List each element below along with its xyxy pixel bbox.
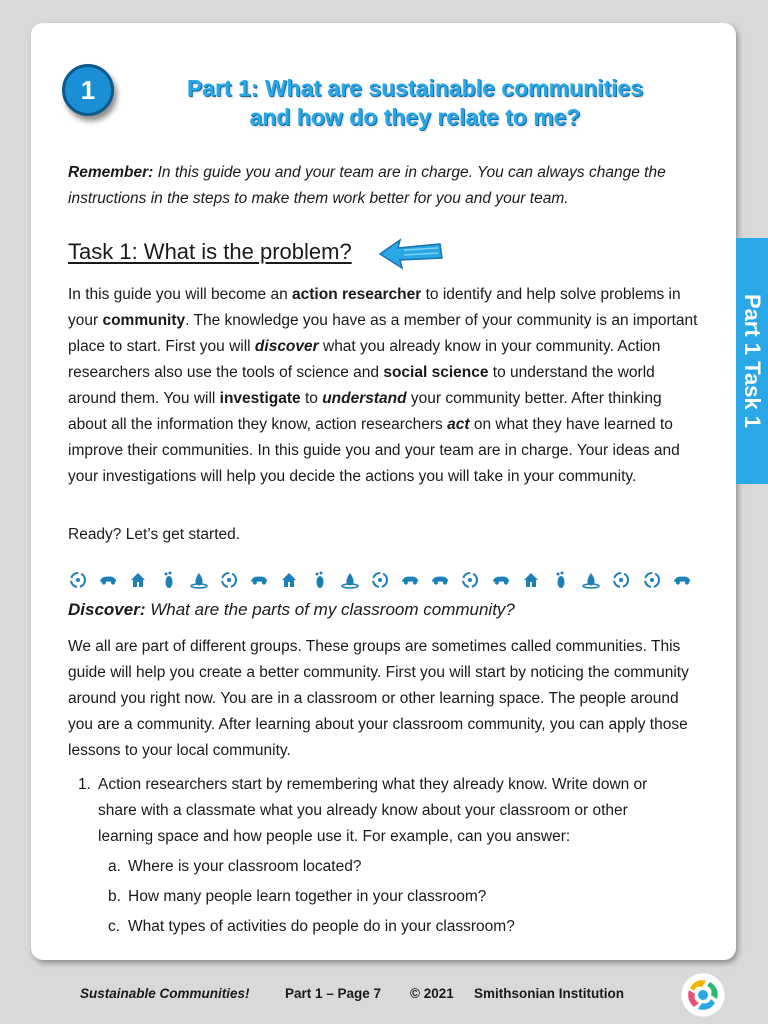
part-number-badge	[62, 64, 114, 116]
house-icon	[128, 570, 148, 590]
sub-list-letter: b.	[108, 888, 121, 905]
recycle-icon	[642, 570, 662, 590]
list-item	[78, 772, 678, 850]
house-icon	[279, 570, 299, 590]
discover-question: What are the parts of my classroom community?	[145, 600, 515, 619]
water-drop-icon	[340, 570, 360, 590]
water-drop-icon	[581, 570, 601, 590]
sub-list-text: What types of activities do people do in your classroom?	[128, 918, 515, 935]
keyword-investigate: investigate	[219, 390, 301, 407]
keyword-community: community	[102, 312, 186, 329]
sub-list-item	[108, 914, 678, 940]
discover-heading	[68, 600, 515, 620]
icon-divider	[68, 570, 692, 590]
recycle-icon	[68, 570, 88, 590]
footer-title: Sustainable Communities!	[80, 986, 250, 1001]
car-icon	[98, 570, 118, 590]
sustainable-communities-logo	[680, 972, 726, 1018]
keyword-social-science: social science	[383, 364, 489, 381]
recycle-icon	[460, 570, 480, 590]
remember-text: In this guide you and your team are in charge. You can always change the instructions in the steps to make them work better for you and your team.	[68, 164, 666, 207]
intro-text: In this guide you will become an	[68, 286, 293, 303]
house-icon	[521, 570, 541, 590]
car-icon	[491, 570, 511, 590]
section-side-tab[interactable]	[736, 238, 768, 484]
keyword-act: act	[447, 416, 470, 433]
sub-list-letter: c.	[108, 918, 121, 935]
discover-label: Discover:	[68, 600, 146, 619]
car-icon	[672, 570, 692, 590]
sub-list-text: How many people learn together in your classroom?	[128, 888, 487, 905]
sub-list-text: Where is your classroom located?	[128, 858, 362, 875]
intro-text: . The knowledge you have as a member of your community is an important place to start. First you will	[68, 312, 698, 355]
footer-page: Part 1 – Page 7	[285, 986, 382, 1001]
part-title-line2: and how do they relate to me?	[249, 104, 581, 130]
question-list	[78, 772, 678, 940]
recycle-icon	[219, 570, 239, 590]
sub-list-item	[108, 884, 678, 910]
intro-text: your community better. After thinking about all the information they know, action researchers	[68, 390, 662, 433]
car-icon	[249, 570, 269, 590]
remember-label: Remember:	[68, 164, 154, 181]
remember-note	[68, 160, 688, 212]
intro-text: on what they have learned to improve their communities. In this guide you and your team are in charge. Your ideas and your investigations will help you decide the actions you will take in your community.	[68, 416, 680, 485]
discover-paragraph: We all are part of different groups. These groups are sometimes called communities. This guide will help you create a better community. First you will start by noticing the community around you right now. You are in a classroom or other learning space. The people around you are a community. After learning about your classroom community, you can apply those lessons to your local community.	[68, 638, 689, 759]
task-heading: Task 1: What is the problem?	[68, 239, 352, 264]
intro-paragraph	[68, 282, 700, 490]
part-title-line1: Part 1: What are sustainable communities	[186, 75, 644, 101]
footprint-icon	[159, 570, 179, 590]
keyword-action-researcher: action researcher	[292, 286, 422, 303]
ready-text: Ready? Let’s get started.	[68, 526, 241, 543]
footprint-icon	[551, 570, 571, 590]
recycle-icon	[611, 570, 631, 590]
sub-list-item	[108, 854, 678, 880]
water-drop-icon	[189, 570, 209, 590]
list-text: Action researchers start by remembering what they already know. Write down or share with a classmate what you already know about your classroom or other learning space and how people use it. For example, can you answer:	[98, 776, 648, 845]
list-number: 1.	[78, 776, 91, 793]
intro-text: to	[300, 390, 323, 407]
footer-publisher: Smithsonian Institution	[474, 986, 624, 1001]
arrow-icon	[378, 236, 444, 270]
intro-text: to identify and help solve problems in your	[68, 286, 681, 329]
keyword-understand: understand	[322, 390, 407, 407]
footprint-icon	[310, 570, 330, 590]
footer-year: © 2021	[410, 986, 454, 1001]
side-tab-label: Part 1 Task 1	[740, 293, 765, 429]
car-icon	[430, 570, 450, 590]
keyword-discover: discover	[254, 338, 319, 355]
part-title	[140, 74, 690, 132]
intro-text: to understand the world around them. You will	[68, 364, 655, 407]
badge-number: 1	[80, 74, 96, 105]
sub-list-letter: a.	[108, 858, 121, 875]
car-icon	[400, 570, 420, 590]
intro-text: what you already know in your community. Action researchers also use the tools of science and	[68, 338, 661, 381]
recycle-icon	[370, 570, 390, 590]
